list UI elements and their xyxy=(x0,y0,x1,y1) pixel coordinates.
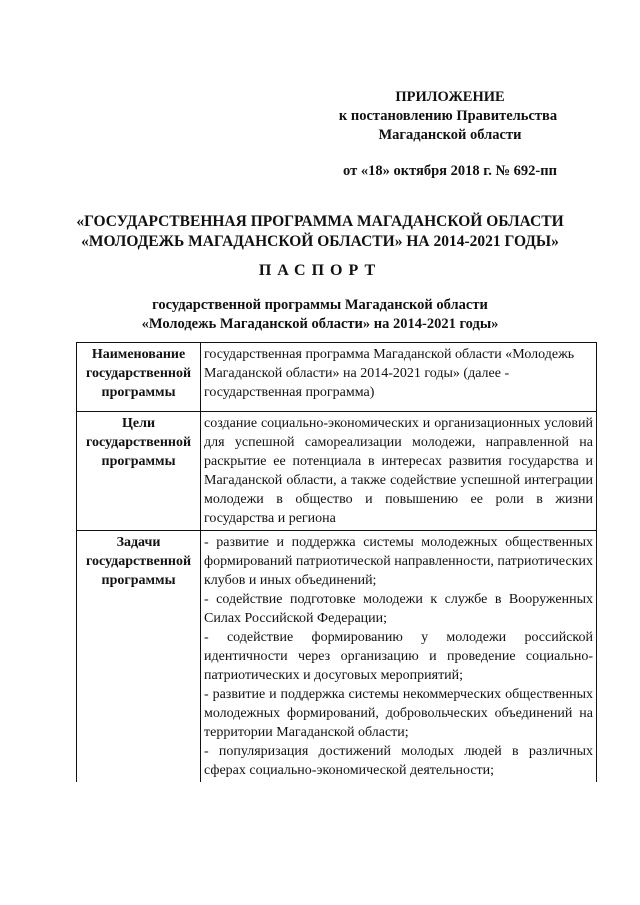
row-text-name xyxy=(201,343,597,412)
passport-table xyxy=(76,342,597,782)
row-text-goals xyxy=(201,412,597,531)
label-line: Наименование xyxy=(91,347,186,362)
passport-subtitle-line-1: государственной программы Магаданской области xyxy=(152,297,488,313)
label-line: государственной xyxy=(85,554,192,569)
task-item: - содействие подготовке молодежи к службе в Вооруженных Силах Российской Федерации; xyxy=(204,592,593,626)
passport-subtitle-line-2: «Молодежь Магаданской области» на 2014-2021 годы» xyxy=(141,316,499,332)
task-item: - содействие формированию у молодежи российской идентичности через организацию и проведение социально-патриотических и досуговых мероприятий; xyxy=(204,630,593,683)
row-label-goals xyxy=(77,412,201,531)
label-line: программы xyxy=(101,573,176,588)
label-line: Цели xyxy=(121,416,156,431)
label-line: программы xyxy=(101,454,176,469)
label-line: государственной xyxy=(85,366,192,381)
row-label-name xyxy=(77,343,201,412)
resolution-date-number: от «18» октября 2018 г. № 692-пп xyxy=(343,163,557,179)
region-name: Магаданской области xyxy=(378,127,522,143)
table-row-name xyxy=(77,343,597,412)
document-title-line-2: «МОЛОДЕЖЬ МАГАДАНСКОЙ ОБЛАСТИ» НА 2014-2021 ГОДЫ» xyxy=(81,233,559,250)
table-row-tasks xyxy=(77,531,597,783)
row-text-tasks xyxy=(201,531,597,783)
task-item: - развитие и поддержка системы молодежных общественных формирований патриотической направленности, патриотических клубов и иных объединений; xyxy=(204,535,593,588)
label-line: государственной xyxy=(85,435,192,450)
label-line: программы xyxy=(101,385,176,400)
appendix-label: ПРИЛОЖЕНИЕ xyxy=(395,89,505,105)
row-label-tasks xyxy=(77,531,201,783)
program-name-text: государственная программа Магаданской области «Молодежь Магаданской области» на 2014-2021 годы» (далее - государственная программа) xyxy=(204,347,575,400)
resolution-reference: к постановлению Правительства xyxy=(338,108,558,124)
table-row-goals xyxy=(77,412,597,531)
passport-heading: ПАСПОРТ xyxy=(258,262,382,279)
task-item: - популяризация достижений молодых людей в различных сферах социально-экономической деятельности; xyxy=(204,744,593,778)
task-item: - развитие и поддержка системы некоммерческих общественных молодежных формирований, добровольческих объединений на территории Магаданской области; xyxy=(204,687,593,740)
program-goals-text: создание социально-экономических и организационных условий для успешной самореализации молодежи, направленной на раскрытие ее потенциала в интересах развития государства и Магаданской области, а также содействие успешной интеграции молодежи в общество и повышению ее роли в жизни государства и региона xyxy=(204,416,593,526)
document-title-line-1: «ГОСУДАРСТВЕННАЯ ПРОГРАММА МАГАДАНСКОЙ ОБЛАСТИ xyxy=(76,213,564,230)
label-line: Задачи xyxy=(116,535,161,550)
